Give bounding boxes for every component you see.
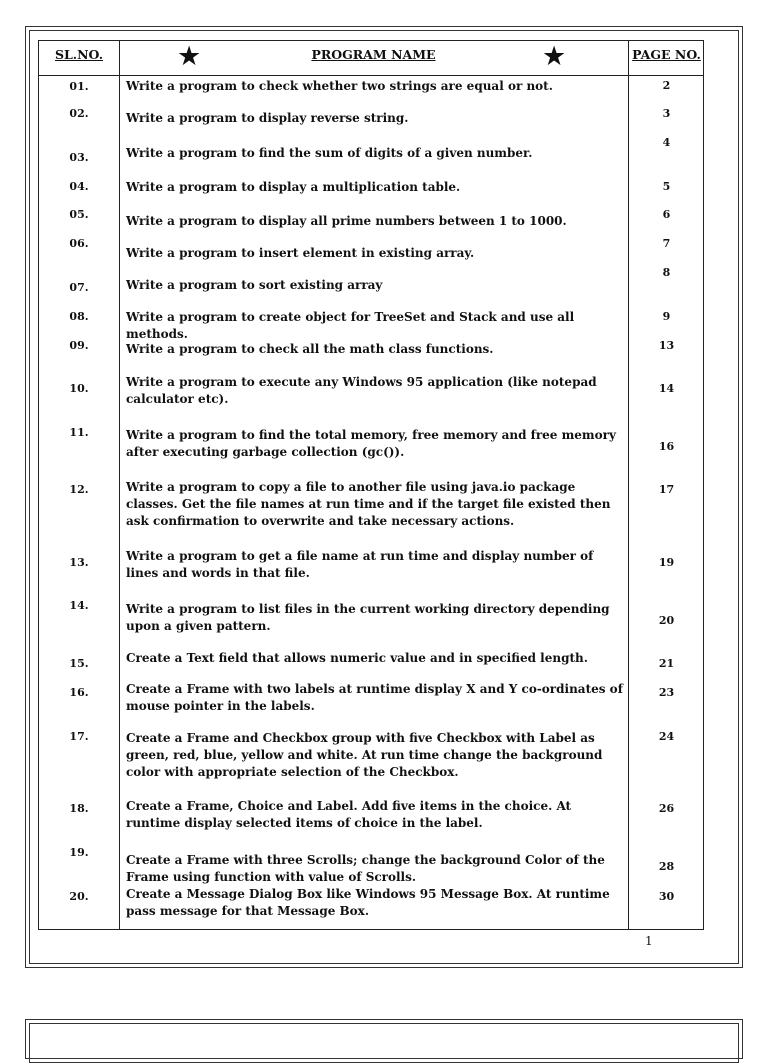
header-program-name: PROGRAM NAME: [311, 47, 436, 62]
row-program-name: Create a Frame, Choice and Label. Add five items in the choice. At runtime display selected items of choice in the label.: [126, 799, 572, 830]
row-page-no: 17: [658, 483, 675, 496]
header-sl-no: SL.NO.: [54, 47, 104, 62]
row-sl-no: 01.: [69, 80, 89, 93]
row-program-name: Write a program to insert element in existing array.: [126, 246, 475, 260]
row-sl-no: 02.: [69, 107, 89, 120]
row-program-name: Write a program to copy a file to another file using java.io package classes. Get the file names at run time and if the target file existed then ask confirmation to overwrite and take necessary actions.: [126, 480, 611, 528]
row-sl-no: 13.: [69, 556, 89, 569]
row-sl-no: 05.: [69, 208, 89, 221]
row-sl-no: 20.: [69, 890, 89, 903]
row-program-name: Write a program to check whether two strings are equal or not.: [126, 79, 553, 93]
row-page-no: 3: [662, 107, 671, 120]
row-page-no: 26: [658, 802, 675, 815]
row-sl-no: 09.: [69, 339, 89, 352]
row-page-no: 14: [658, 382, 675, 395]
row-program-name: Create a Message Dialog Box like Windows 95 Message Box. At runtime pass message for that Message Box.: [126, 887, 610, 918]
row-program-name: Write a program to find the sum of digits of a given number.: [126, 146, 533, 160]
row-page-no: 21: [658, 657, 675, 670]
row-page-no: 5: [662, 180, 671, 193]
row-page-no: 9: [662, 310, 671, 323]
row-program-name: Write a program to execute any Windows 95 application (like notepad calculator etc).: [126, 375, 597, 406]
row-program-name: Write a program to list files in the current working directory depending upon a given pattern.: [126, 602, 610, 633]
row-sl-no: 04.: [69, 180, 89, 193]
header-page-no: PAGE NO.: [632, 47, 701, 62]
row-page-no: 20: [658, 614, 675, 627]
table-of-contents: [38, 40, 704, 930]
row-sl-no: 03.: [69, 151, 89, 164]
row-page-no: 8: [662, 266, 671, 279]
row-sl-no: 07.: [69, 281, 89, 294]
star-icon: ★: [542, 41, 567, 72]
row-program-name: Write a program to display a multiplication table.: [126, 180, 461, 194]
row-program-name: Write a program to display all prime numbers between 1 to 1000.: [126, 214, 567, 228]
row-sl-no: 19.: [69, 846, 89, 859]
row-page-no: 2: [662, 79, 671, 92]
row-sl-no: 17.: [69, 730, 89, 743]
star-icon: ★: [177, 41, 202, 72]
row-page-no: 28: [658, 860, 675, 873]
row-program-name: Create a Text field that allows numeric value and in specified length.: [126, 651, 588, 665]
row-program-name: Write a program to check all the math class functions.: [126, 342, 494, 356]
row-page-no: 6: [662, 208, 671, 221]
row-program-name: Create a Frame with two labels at runtime display X and Y co-ordinates of mouse pointer in the labels.: [126, 682, 623, 713]
row-sl-no: 16.: [69, 686, 89, 699]
row-sl-no: 08.: [69, 310, 89, 323]
row-program-name: Write a program to get a file name at run time and display number of lines and words in that file.: [126, 549, 594, 580]
row-sl-no: 12.: [69, 483, 89, 496]
column-divider-1: [119, 41, 120, 929]
row-program-name: Write a program to display reverse string.: [126, 111, 409, 125]
row-sl-no: 10.: [69, 382, 89, 395]
row-sl-no: 15.: [69, 657, 89, 670]
header-divider: [39, 75, 703, 76]
row-page-no: 7: [662, 237, 671, 250]
row-program-name: Create a Frame with three Scrolls; change the background Color of the Frame using function with value of Scrolls.: [126, 853, 605, 884]
row-program-name: Write a program to create object for TreeSet and Stack and use all methods.: [126, 310, 575, 341]
next-page-inner-border: [29, 1023, 739, 1063]
row-page-no: 13: [658, 339, 675, 352]
row-page-no: 16: [658, 440, 675, 453]
page-number: 1: [645, 934, 653, 948]
row-page-no: 30: [658, 890, 675, 903]
row-page-no: 23: [658, 686, 675, 699]
row-page-no: 4: [662, 136, 671, 149]
row-page-no: 19: [658, 556, 675, 569]
row-sl-no: 11.: [69, 426, 89, 439]
row-program-name: Write a program to find the total memory, free memory and free memory after executing garbage collection (gc()).: [126, 428, 616, 459]
row-program-name: Write a program to sort existing array: [126, 278, 383, 292]
row-sl-no: 18.: [69, 802, 89, 815]
row-program-name: Create a Frame and Checkbox group with five Checkbox with Label as green, red, blue, yellow and white. At run time change the background color with appropriate selection of the Checkbox.: [126, 731, 603, 779]
row-sl-no: 06.: [69, 237, 89, 250]
row-sl-no: 14.: [69, 599, 89, 612]
row-page-no: 24: [658, 730, 675, 743]
